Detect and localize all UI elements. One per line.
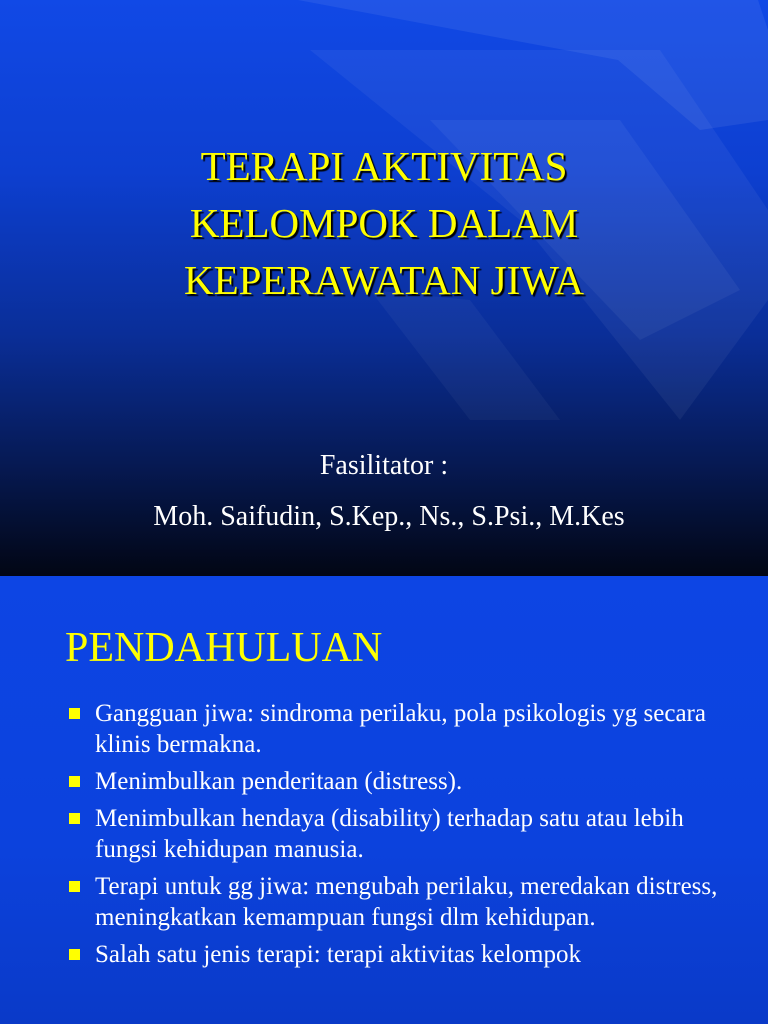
bullet-text: Menimbulkan hendaya (disability) terhadap satu atau lebih fungsi kehidupan manusia. bbox=[95, 805, 684, 863]
square-bullet-icon bbox=[69, 813, 80, 824]
bullet-item bbox=[66, 939, 726, 970]
square-bullet-icon bbox=[69, 881, 80, 892]
facilitator-label: Fasilitator : bbox=[319, 450, 449, 481]
slide-title bbox=[0, 138, 768, 309]
bullet-text: Salah satu jenis terapi: terapi aktivitas kelompok bbox=[95, 941, 581, 968]
bullet-item bbox=[66, 698, 726, 760]
bullet-text: Menimbulkan penderitaan (distress). bbox=[95, 768, 463, 795]
section-heading: PENDAHULUAN bbox=[65, 625, 383, 671]
title-line: KEPERAWATAN JIWA bbox=[184, 257, 584, 303]
bullet-text: Terapi untuk gg jiwa: mengubah perilaku, meredakan distress, meningkatkan kemampuan fungsi dlm kehidupan. bbox=[95, 873, 718, 931]
bullet-item bbox=[66, 871, 726, 933]
square-bullet-icon bbox=[69, 708, 80, 719]
bullet-item bbox=[66, 766, 726, 797]
bullet-text: Gangguan jiwa: sindroma perilaku, pola psikologis yg secara klinis bermakna. bbox=[95, 700, 706, 758]
square-bullet-icon bbox=[69, 949, 80, 960]
title-line: TERAPI AKTIVITAS bbox=[200, 143, 568, 189]
bullet-item bbox=[66, 803, 726, 865]
title-line: KELOMPOK DALAM bbox=[189, 200, 579, 246]
square-bullet-icon bbox=[69, 776, 80, 787]
bullet-list bbox=[66, 698, 726, 976]
facilitator-name: Moh. Saifudin, S.Kep., Ns., S.Psi., M.Kes bbox=[153, 501, 625, 532]
